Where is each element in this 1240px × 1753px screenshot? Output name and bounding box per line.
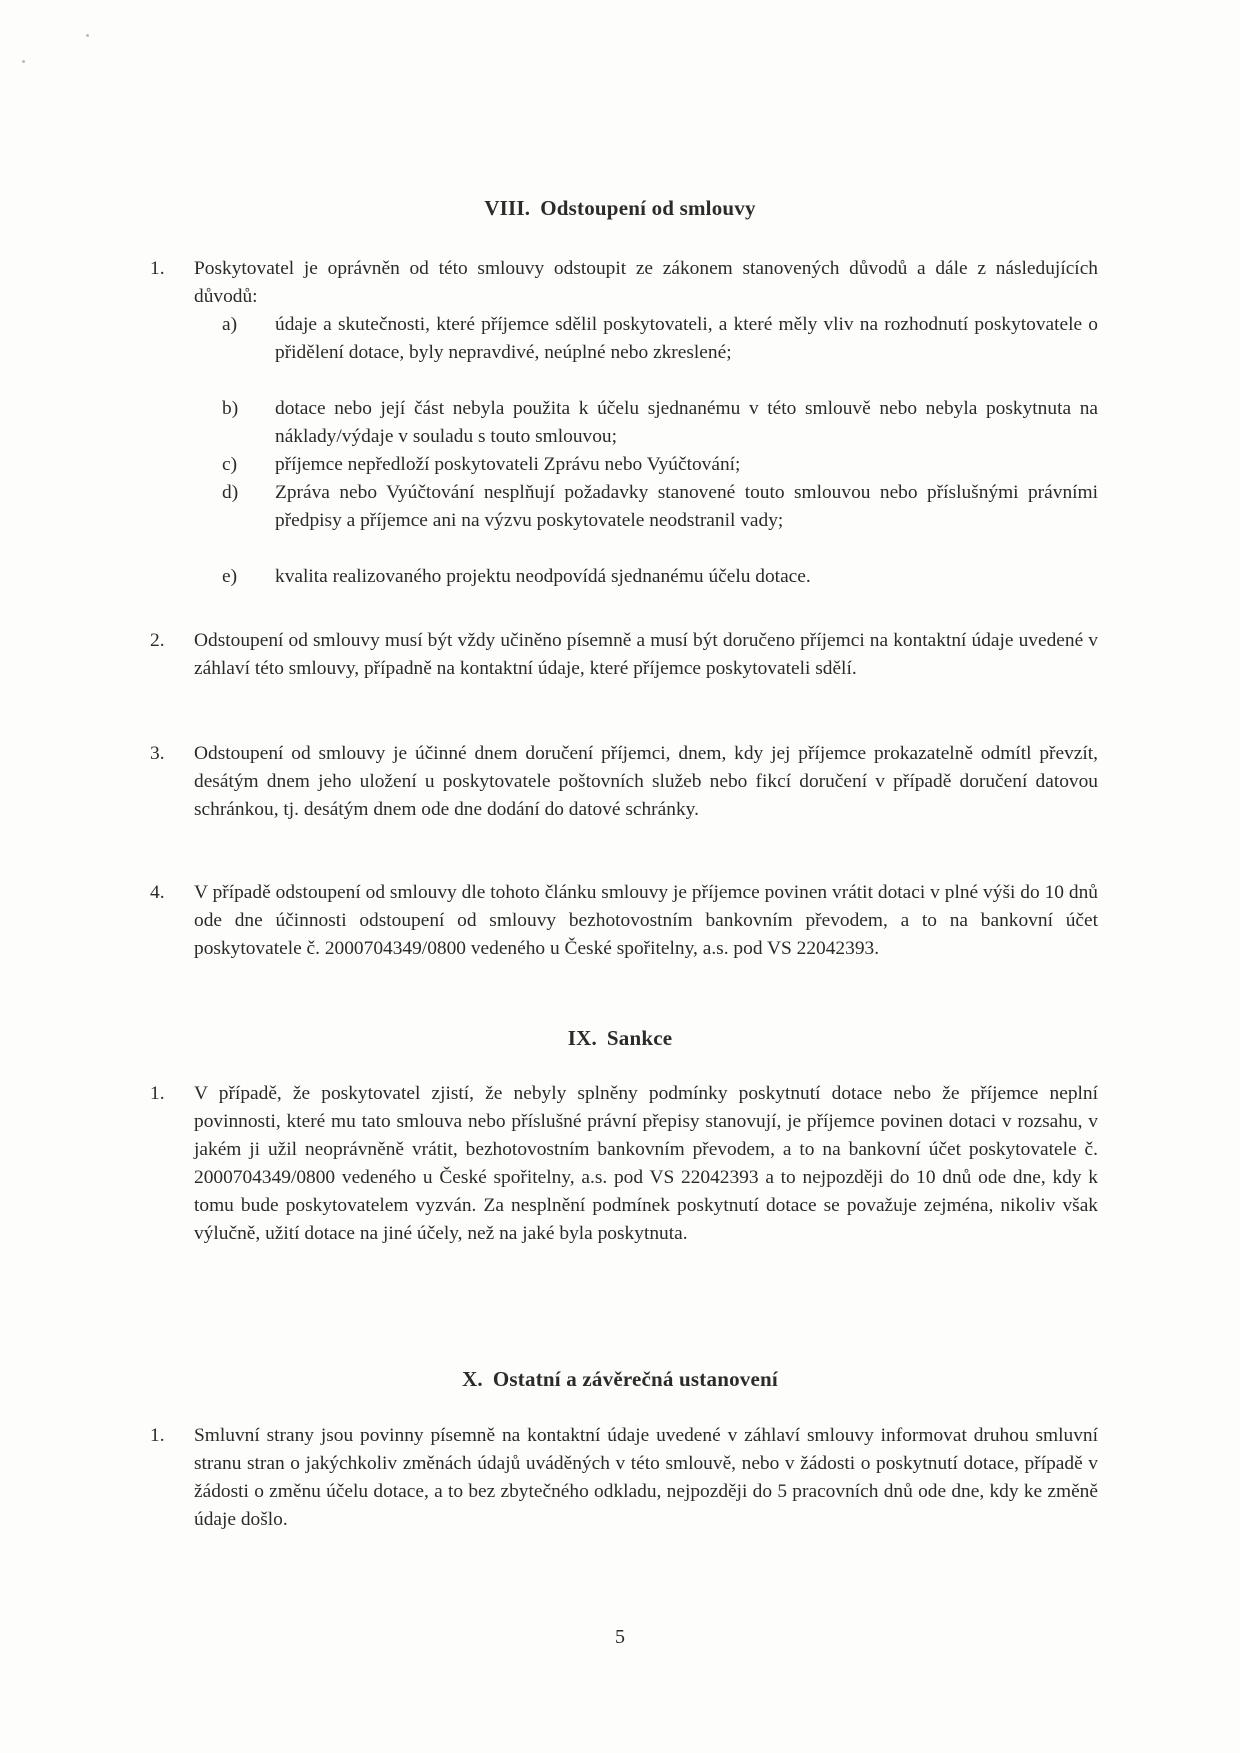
section-title: Ostatní a závěrečná ustanovení [492, 1367, 778, 1391]
paragraph-number: 2. [150, 630, 165, 651]
paragraph-text: Odstoupení od smlouvy musí být vždy učiněno písemně a musí být doručeno příjemci na kontaktní údaje uvedené v záhlaví této smlouvy, případně na kontaktní údaje, které příjemce poskytovateli sdělí. [194, 630, 1098, 679]
scan-speck [86, 34, 89, 37]
page-number: 5 [615, 1626, 625, 1648]
section-heading-viii [0, 196, 1240, 221]
paragraph-text: Poskytovatel je oprávněn od této smlouvy odstoupit ze zákonem stanovených důvodů a dále z následujících důvodů: [194, 258, 1098, 307]
list-item-text: Zpráva nebo Vyúčtování nesplňují požadavky stanovené touto smlouvou nebo příslušnými právními předpisy a příjemce ani na výzvu poskytovatele neodstranil vady; [275, 482, 1098, 531]
list-item-label: b) [222, 398, 239, 419]
list-item-label: d) [222, 482, 239, 503]
section-number: VIII. [484, 196, 531, 220]
list-item-text: dotace nebo její část nebyla použita k účelu sjednanému v této smlouvě nebo nebyla poskytnuta na náklady/výdaje v souladu s touto smlouvou; [275, 398, 1098, 447]
section-title: Sankce [606, 1026, 673, 1050]
section-number: X. [462, 1367, 483, 1391]
paragraph-text: Odstoupení od smlouvy je účinné dnem doručení příjemci, dnem, kdy jej příjemce prokazatelně odmítl převzít, desátým dnem jeho uložení u poskytovatele poštovních služeb nebo fikcí doručení v případě doručení datovou schránkou, tj. desátým dnem ode dne dodání do datové schránky. [194, 743, 1098, 820]
paragraph-text: Smluvní strany jsou povinny písemně na kontaktní údaje uvedené v záhlaví smlouvy informovat druhou smluvní stranu stran o jakýchkoliv změnách údajů uváděných v této smlouvě, nebo v žádosti o poskytnutí dotace, případě v žádosti o změnu účelu dotace, a to bez zbytečného odkladu, nejpozději do 5 pracovních dnů ode dne, kdy ke změně údaje došlo. [194, 1425, 1098, 1530]
paragraph-text: V případě odstoupení od smlouvy dle tohoto článku smlouvy je příjemce povinen vrátit dotaci v plné výši do 10 dnů ode dne účinnosti odstoupení od smlouvy bezhotovostním bankovním převodem, a to na bankovní účet poskytovatele č. 2000704349/0800 vedeného u České spořitelny, a.s. pod VS 22042393. [194, 882, 1098, 959]
section-heading-ix [0, 1026, 1240, 1051]
paragraph-number: 1. [150, 258, 165, 279]
paragraph-number: 1. [150, 1425, 165, 1446]
scan-speck [22, 60, 25, 63]
section-number: IX. [567, 1026, 597, 1050]
list-item-label: e) [222, 566, 238, 587]
paragraph-number: 4. [150, 882, 165, 903]
section-heading-x [0, 1367, 1240, 1392]
section-title: Odstoupení od smlouvy [540, 196, 756, 220]
list-item-label: c) [222, 454, 238, 475]
list-item-text: příjemce nepředloží poskytovateli Zprávu nebo Vyúčtování; [275, 454, 741, 475]
paragraph-number: 1. [150, 1083, 165, 1104]
list-item-label: a) [222, 314, 238, 335]
paragraph-text: V případě, že poskytovatel zjistí, že nebyly splněny podmínky poskytnutí dotace nebo že příjemce neplní povinnosti, které mu tato smlouva nebo příslušné právní přepisy stanovují, je příjemce povinen dotaci v rozsahu, v jakém ji užil neoprávněně vrátit, bezhotovostním bankovním převodem, a to na bankovní účet poskytovatele č. 2000704349/0800 vedeného u České spořitelny, a.s. pod VS 22042393 a to nejpozději do 10 dnů ode dne, kdy k tomu bude poskytovatelem vyzván. Za nesplnění podmínek poskytnutí dotace se považuje zejména, nikoliv však výlučně, užití dotace na jiné účely, než na jaké byla poskytnuta. [194, 1083, 1098, 1244]
list-item-text: údaje a skutečnosti, které příjemce sdělil poskytovateli, a které měly vliv na rozhodnutí poskytovatele o přidělení dotace, byly nepravdivé, neúplné nebo zkreslené; [275, 314, 1098, 363]
paragraph-number: 3. [150, 743, 165, 764]
list-item-text: kvalita realizovaného projektu neodpovídá sjednanému účelu dotace. [275, 566, 811, 587]
